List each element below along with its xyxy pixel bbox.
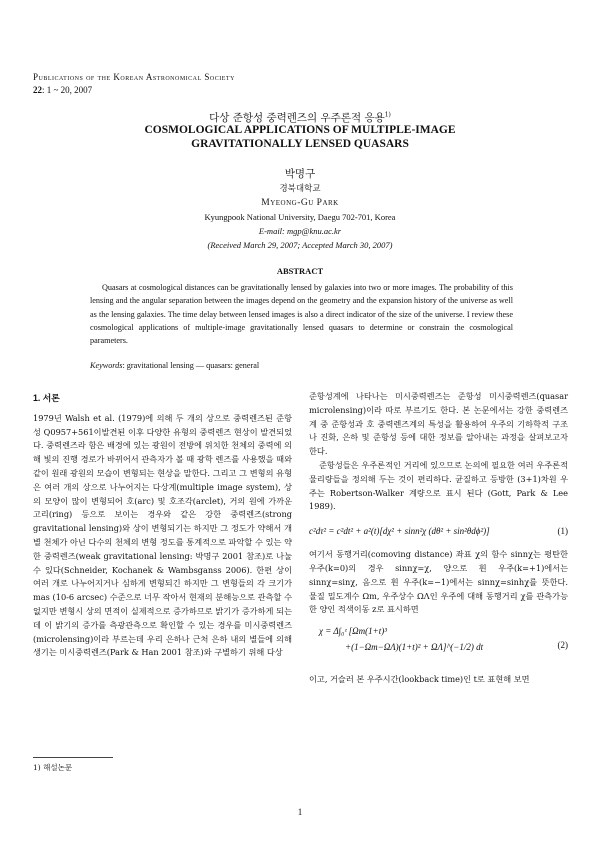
keywords-text: : gravitational lensing — quasars: general — [122, 361, 260, 370]
left-column — [33, 392, 292, 660]
author-email: E-mail: mgp@knu.ac.kr — [258, 226, 342, 236]
equation-2-number: (2) — [557, 640, 568, 651]
english-title-line1: COSMOLOGICAL APPLICATIONS OF MULTIPLE-IMAGE — [144, 124, 456, 136]
english-title-line2: GRAVITATIONALLY LENSED QUASARS — [191, 138, 409, 150]
intro-paragraph-1: 1979년 Walsh et al. (1979)에 의해 두 개의 상으로 중력렌즈된 준항성 Q0957+561이발견된 이후 다양한 유형의 중력렌즈 현상이 발견되었다. 중력렌즈라 함은 배경에 있는 광원이 전방에 위치한 천체의 중력에 의해 빛의 진행 경로가 바뀌어서 관측자가 볼 때 광학 렌즈를 사용했을 때와 같이 원래 광원의 모습이 변형되는 현상을 말한다. 그리고 그 변형의 유형은 여러 개의 상으로 나누어지는 다상계(multiple image system), 상의 모양이 많이 변형되어 호(arc) 및 호조각(arclet), 거의 원에 가까운 고리(ring) 등으로 보이는 경우와 같은 강한 중력렌즈(strong gravitational lensing)와 상이 변형되기는 하지만 그 정도가 약해서 개별 천체가 아닌 다수의 천체의 변형 정도를 통계적으로 파악할 수 있는 약한 중력렌즈(weak gravitational lensing: 박명구 2001 참조)로 나눌 수 있다(Schneider, Kochanek & Wambsganss 2006). 한편 상이 여러 개로 나누어지거나 심하게 변형되긴 하지만 그 변형들의 각 크기가 mas (10-6 arcsec) 수준으로 너무 작아서 현재의 분해능으로 관측할 수 없지만 변형시 상의 면적이 실제적으로 증가하므로 밝기가 증가하게 되는데 이 밝기의 증가를 측광관측으로 확인할 수 있는 경우를 미시중력렌즈(microlensing)이라 부르는데 우리 은하나 근처 은하 내의 별들에 의해 생기는 미시중력렌즈(Park & Han 2001 참조)와 구별하기 위해 다상 — [33, 412, 292, 658]
equation-1-body: c²dτ² = c²dt² + a²(t)[dχ² + sinn²χ (dθ² + sin²θdϕ²)] — [309, 526, 490, 537]
equation-2-line2: +(1−Ωm−ΩΛ)(1+t)² + ΩΛ]^(−1/2) dt — [345, 642, 484, 653]
right-column — [309, 390, 568, 687]
footnote-divider — [33, 757, 113, 758]
equation-2 — [309, 623, 568, 667]
page-number: 1 — [297, 807, 303, 817]
journal-name: Publications of the Korean Astronomical Society — [33, 72, 235, 82]
title-footnote-mark: 1) — [384, 111, 391, 119]
equation-1 — [309, 520, 568, 542]
page-range: : 1 ~ 20, 2007 — [42, 85, 93, 95]
equation-1-number: (1) — [557, 526, 568, 537]
intro-paragraph-4: 여기서 동행거리(comoving distance) 좌표 χ의 함수 sinnχ는 평탄한 우주(k=0)의 경우 sinnχ=χ, 양으로 휜 우주(k=+1)에서는 sinnχ=sinχ, 음으로 휜 우주(k=−1)에서는 sinnχ=sinhχ를 뜻한다. 물질 밀도계수 Ωm, 우주상수 ΩΛ인 우주에 대해 동행거리 χ를 관측가능한 양인 적색이동 z로 표시하면 — [309, 549, 568, 615]
author-name-korean: 박명구 — [284, 168, 316, 180]
volume-number: 22 — [33, 85, 42, 95]
korean-title: 다상 준항성 중력렌즈의 우주론적 응용$^{1)}$ — [209, 111, 391, 124]
keywords — [90, 361, 259, 370]
equation-2-line1: χ = Δ∫₀ᶻ [Ωm(1+t)³ — [319, 626, 387, 637]
abstract-heading: ABSTRACT — [276, 266, 324, 276]
affiliation-korean: 경북대학교 — [279, 184, 321, 194]
author-name-english: Myeong-Gu Park — [261, 198, 339, 208]
intro-paragraph-3: 준항성들은 우주론적인 거리에 있으므로 논의에 필요한 여러 우주론적 물리량들을 정의해 두는 것이 편리하다. 균질하고 등방한 (3+1)차원 우주는 Robertson-Walker 계량으로 표시 된다 (Gott, Park & Lee 1989). — [309, 459, 568, 512]
intro-paragraph-2: 준항성계에 나타나는 미시중력렌즈는 준항성 미시중력렌즈(quasar microlensing)이라 따로 부르기도 한다. 본 논문에서는 강한 중력렌즈계 중 준항성과 호 중력렌즈계의 특성을 활용하여 우주의 기하학적 구조나 진화, 은하 및 준항성 등에 대한 정보를 알아내는 과정을 살펴보고자 한다. — [309, 391, 568, 457]
intro-paragraph-5: 이고, 거슬러 본 우주시간(lookback time)인 t로 표현해 보면 — [309, 674, 530, 685]
footnote: 1) 해설논문 — [33, 763, 73, 772]
affiliation-english: Kyungpook National University, Daegu 702-701, Korea — [204, 212, 396, 222]
issue-info — [33, 85, 92, 95]
abstract-text: Quasars at cosmological distances can be gravitationally lensed by galaxies into two or more images. The probability of this lensing and the angular separation between the images depend on the geometry and the expansion history of the universe as well as the lensing galaxies. The time delay between lensed images is also a direct indicator of the size of the universe. I review these cosmological applications of multiple-image gravitationally lensed quasars to determine or constrain the cosmological parameters. — [90, 283, 513, 346]
received-date: (Received March 29, 2007; Accepted March 30, 2007) — [207, 240, 393, 250]
keywords-label: Keywords — [90, 361, 123, 370]
section-heading: 1. 서론 — [33, 393, 60, 403]
